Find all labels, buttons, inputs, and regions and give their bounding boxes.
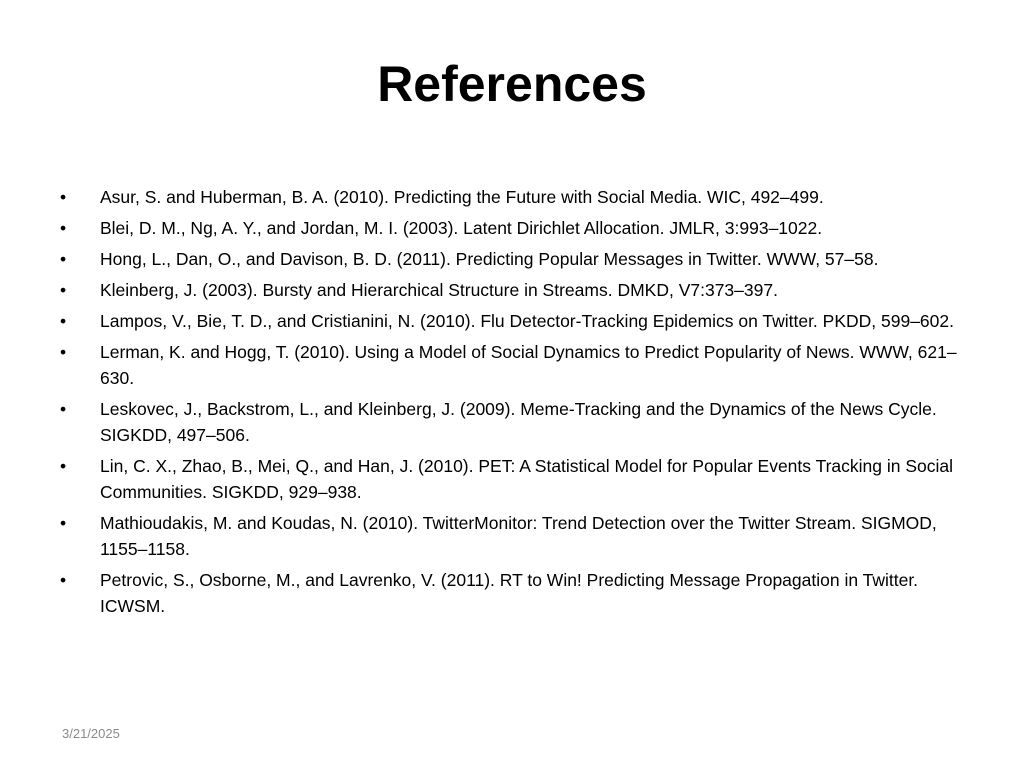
reference-text: Hong, L., Dan, O., and Davison, B. D. (2011). Predicting Popular Messages in Twitter. WWW, 57–58.	[100, 249, 879, 269]
bullet-icon: •	[60, 456, 67, 476]
reference-item	[0, 510, 1024, 562]
reference-text: Lerman, K. and Hogg, T. (2010). Using a Model of Social Dynamics to Predict Popularity of News. WWW, 621–630.	[100, 342, 957, 388]
bullet-icon: •	[60, 187, 67, 207]
reference-text: Petrovic, S., Osborne, M., and Lavrenko, V. (2011). RT to Win! Predicting Message Propagation in Twitter. ICWSM.	[100, 570, 919, 616]
bullet-icon: •	[60, 570, 67, 590]
reference-item	[0, 396, 1024, 448]
reference-item	[0, 184, 1024, 210]
bullet-icon: •	[60, 513, 67, 533]
reference-item	[0, 567, 1024, 619]
page-title: References	[377, 56, 647, 112]
reference-item	[0, 246, 1024, 272]
reference-text: Blei, D. M., Ng, A. Y., and Jordan, M. I. (2003). Latent Dirichlet Allocation. JMLR, 3:993–1022.	[100, 218, 823, 238]
bullet-icon: •	[60, 342, 67, 362]
bullet-icon: •	[60, 280, 67, 300]
reference-item	[0, 339, 1024, 391]
reference-text: Asur, S. and Huberman, B. A. (2010). Predicting the Future with Social Media. WIC, 492–499.	[100, 187, 824, 207]
reference-text: Mathioudakis, M. and Koudas, N. (2010). TwitterMonitor: Trend Detection over the Twitter Stream. SIGMOD, 1155–1158.	[100, 513, 937, 559]
reference-text: Leskovec, J., Backstrom, L., and Kleinberg, J. (2009). Meme-Tracking and the Dynamics of the News Cycle. SIGKDD, 497–506.	[100, 399, 937, 445]
bullet-icon: •	[60, 399, 67, 419]
bullet-icon: •	[60, 311, 67, 331]
bullet-icon: •	[60, 249, 67, 269]
reference-item	[0, 277, 1024, 303]
reference-text: Lampos, V., Bie, T. D., and Cristianini, N. (2010). Flu Detector-Tracking Epidemics on Twitter. PKDD, 599–602.	[100, 311, 954, 331]
reference-text: Lin, C. X., Zhao, B., Mei, Q., and Han, J. (2010). PET: A Statistical Model for Popular Events Tracking in Social Communities. SIGKDD, 929–938.	[100, 456, 954, 502]
footer-date: 3/21/2025	[62, 726, 120, 741]
bullet-icon: •	[60, 218, 67, 238]
reference-item	[0, 215, 1024, 241]
reference-list	[0, 184, 1024, 624]
reference-item	[0, 308, 1024, 334]
reference-text: Kleinberg, J. (2003). Bursty and Hierarchical Structure in Streams. DMKD, V7:373–397.	[100, 280, 778, 300]
reference-item	[0, 453, 1024, 505]
